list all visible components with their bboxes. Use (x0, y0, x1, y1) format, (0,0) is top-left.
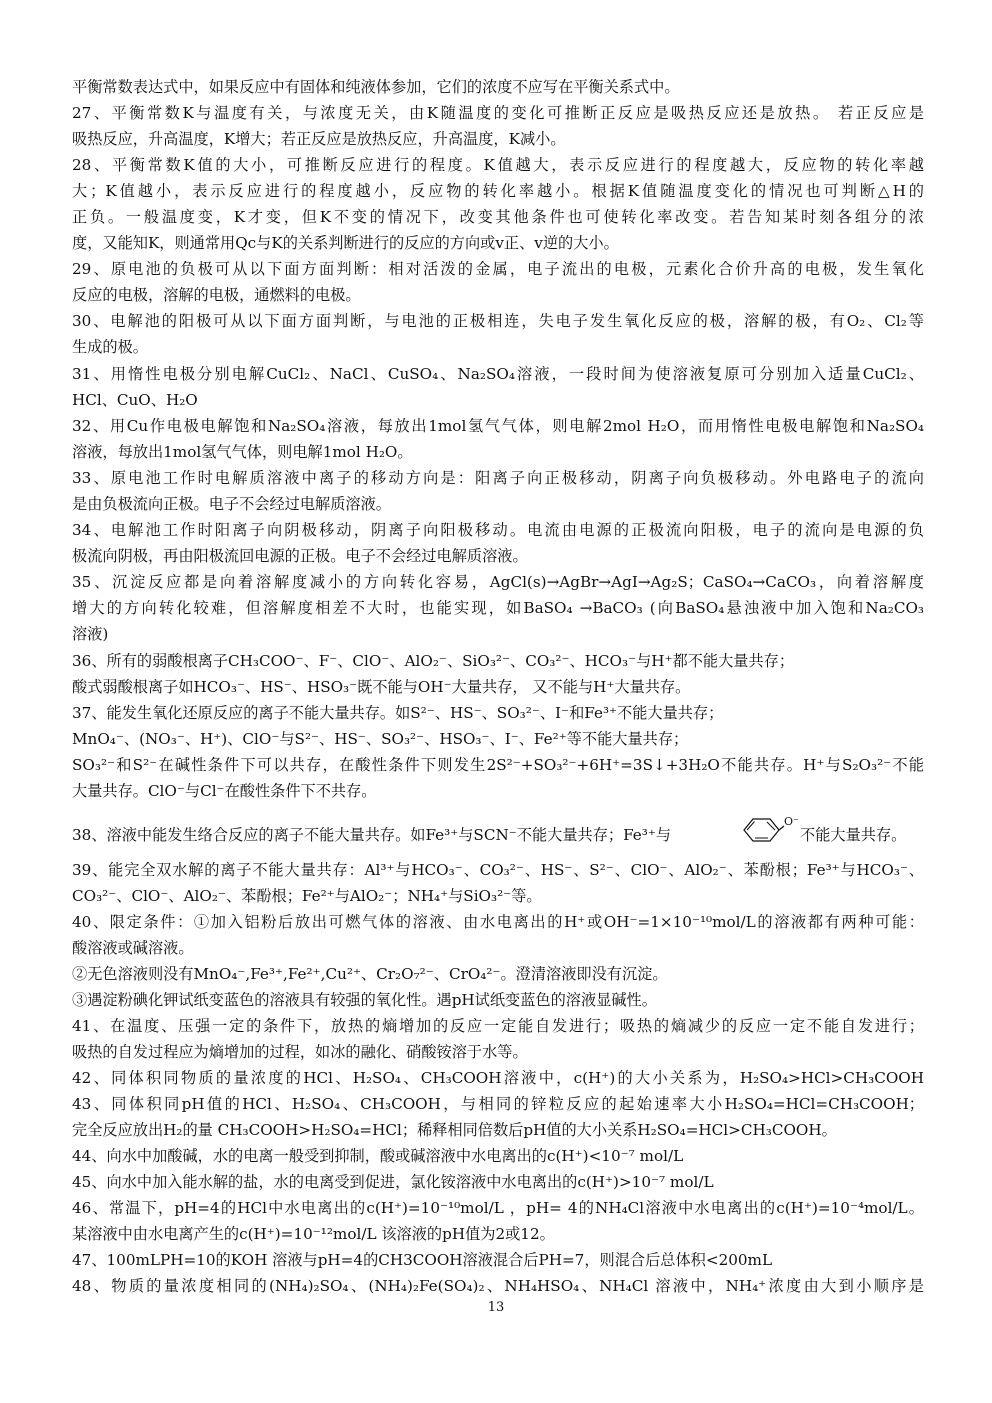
text-line: MnO₄⁻、(NO₃⁻、H⁺)、ClO⁻与S²⁻、HS⁻、SO₃²⁻、HSO₃⁻、I⁻、Fe²⁺等不能大量共存； (72, 730, 689, 748)
text-line: 增大的方向转化较难，但溶解度相差不大时，也能实现，如BaSO₄ →BaCO₃ (向BaSO₄悬浊液中加入饱和Na₂CO₃ (72, 599, 924, 617)
text-line: 酸式弱酸根离子如HCO₃⁻、HS⁻、HSO₃⁻既不能与OH⁻大量共存， 又不能与H⁺大量共存。 (72, 678, 691, 696)
text-line: 43、同体积同pH值的HCl、H₂SO₄、CH₃COOH，与相同的锌粒反应的起始速率大小H₂SO₄=HCl=CH₃COOH； (72, 1095, 924, 1113)
text-line: 吸热反应，升高温度，K增大；若正反应是放热反应，升高温度，K减小。 (72, 130, 566, 148)
text-line: 酸溶液或碱溶液。 (72, 939, 194, 957)
benzene-ring-icon (736, 813, 800, 847)
text-line: 度，又能知K，则通常用Qc与K的关系判断进行的反应的方向或v正、v逆的大小。 (72, 234, 619, 252)
text-line: 大；K值越小，表示反应进行的程度越小，反应物的转化率越小。根据K值随温度变化的情况也可判断△H的 (72, 182, 924, 200)
text-line: 41、在温度、压强一定的条件下，放热的熵增加的反应一定能自发进行；吸热的熵减少的反应一定不能自发进行； (72, 1017, 924, 1035)
text-line: 35、沉淀反应都是向着溶解度减小的方向转化容易，AgCl(s)→AgBr→AgI→Ag₂S；CaSO₄→CaCO₃，向着溶解度 (72, 573, 924, 591)
text-line: 31、用惰性电极分别电解CuCl₂、NaCl、CuSO₄、Na₂SO₄溶液，一段时间为使溶液复原可分别加入适量CuCl₂、 (72, 365, 924, 383)
text-line: 是由负极流向正极。电子不会经过电解质溶液。 (72, 495, 391, 513)
text-line: CO₃²⁻、ClO⁻、AlO₂⁻、苯酚根；Fe²⁺与AlO₂⁻；NH₄⁺与SiO₃²⁻等。 (72, 887, 542, 905)
text-line: 47、100mLPH=10的KOH 溶液与pH=4的CH3COOH溶液混合后PH=7，则混合后总体积<200mL (72, 1251, 773, 1269)
text-line: ②无色溶液则没有MnO₄⁻,Fe³⁺,Fe²⁺,Cu²⁺、Cr₂O₇²⁻、CrO₄²⁻。澄清溶液即没有沉淀。 (72, 965, 668, 983)
text-line: 32、用Cu作电极电解饱和Na₂SO₄溶液，每放出1mol氢气气体，则电解2mol H₂O，而用惰性电极电解饱和Na₂SO₄ (72, 417, 924, 435)
text-line: 44、向水中加酸碱，水的电离一般受到抑制，酸或碱溶液中水电离出的c(H⁺)<10⁻⁷ mol/L (72, 1147, 684, 1165)
text-line: 正负。一般温度变，K才变，但K不变的情况下，改变其他条件也可使转化率改变。若告知某时刻各组分的浓 (72, 208, 924, 226)
text-line: HCl、CuO、H₂O (72, 391, 198, 409)
text-line: 46、常温下，pH=4的HCl中水电离出的c(H⁺)=10⁻¹⁰mol/L ，pH= 4的NH₄Cl溶液中水电离出的c(H⁺)=10⁻⁴mol/L。 (72, 1199, 924, 1217)
text-line: 45、向水中加入能水解的盐，水的电离受到促进，氯化铵溶液中水电离出的c(H⁺)>10⁻⁷ mol/L (72, 1173, 714, 1191)
text-line: 28、平衡常数K值的大小，可推断反应进行的程度。K值越大，表示反应进行的程度越大，反应物的转化率越 (72, 156, 924, 174)
text-line: SO₃²⁻和S²⁻在碱性条件下可以共存，在酸性条件下则发生2S²⁻+SO₃²⁻+6H⁺=3S↓+3H₂O不能共存。H⁺与S₂O₃²⁻不能 (72, 756, 924, 774)
text-line: 大量共存。ClO⁻与Cl⁻在酸性条件下不共存。 (72, 782, 377, 800)
text-line: 生成的极。 (72, 338, 148, 356)
text-line: 42、同体积同物质的量浓度的HCl、H₂SO₄、CH₃COOH溶液中，c(H⁺)的大小关系为，H₂SO₄>HCl>CH₃COOH (72, 1069, 924, 1087)
phenoxide-structure (736, 813, 800, 847)
text-line: 40、限定条件：①加入铝粉后放出可燃气体的溶液、由水电离出的H⁺或OH⁻=1×10⁻¹⁰mol/L的溶液都有两种可能： (72, 913, 924, 931)
text-line: 极流向阴极，再由阳极流回电源的正极。电子不会经过电解质溶液。 (72, 547, 528, 565)
text-line: 39、能完全双水解的离子不能大量共存：Al³⁺与HCO₃⁻、CO₃²⁻、HS⁻、S²⁻、ClO⁻、AlO₂⁻、苯酚根；Fe³⁺与HCO₃⁻、 (72, 861, 924, 879)
text-line: 溶液，每放出1mol氢气气体，则电解1mol H₂O。 (72, 443, 413, 461)
text-line: 36、所有的弱酸根离子CH₃COO⁻、F⁻、ClO⁻、AlO₂⁻、SiO₃²⁻、CO₃²⁻、HCO₃⁻与H⁺都不能大量共存； (72, 652, 795, 670)
text-line: 某溶液中由水电离产生的c(H⁺)=10⁻¹²mol/L 该溶液的pH值为2或12。 (72, 1225, 555, 1243)
text-line: 吸热的自发过程应为熵增加的过程，如冰的融化、硝酸铵溶于水等。 (72, 1043, 528, 1061)
text-line: 38、溶液中能发生络合反应的离子不能大量共存。如Fe³⁺与SCN⁻不能大量共存；Fe³⁺与 (72, 826, 672, 844)
text-line: 不能大量共存。 (800, 826, 907, 844)
text-line: 30、电解池的阳极可从以下面方面判断，与电池的正极相连，失电子发生氧化反应的极，溶解的极，有O₂、Cl₂等 (72, 312, 924, 330)
oxide-label: O⁻ (784, 815, 799, 828)
text-line: 37、能发生氧化还原反应的离子不能大量共存。如S²⁻、HS⁻、SO₃²⁻、I⁻和Fe³⁺不能大量共存； (72, 704, 724, 722)
text-line: 反应的电极，溶解的电极，通燃料的电极。 (72, 286, 361, 304)
text-line: 48、物质的量浓度相同的(NH₄)₂SO₄、(NH₄)₂Fe(SO₄)₂、NH₄HSO₄、NH₄Cl 溶液中，NH₄⁺浓度由大到小顺序是 (72, 1277, 924, 1295)
text-line: 平衡常数表达式中，如果反应中有固体和纯液体参加，它们的浓度不应写在平衡关系式中。 (72, 78, 680, 96)
text-line: 34、电解池工作时阳离子向阴极移动，阴离子向阳极移动。电流由电源的正极流向阳极，电子的流向是电源的负 (72, 521, 924, 539)
text-line: 完全反应放出H₂的量 CH₃COOH>H₂SO₄=HCl；稀释相同倍数后pH值的大小关系H₂SO₄=HCl>CH₃COOH。 (72, 1121, 837, 1139)
text-line: 溶液) (72, 625, 109, 643)
text-line: 33、原电池工作时电解质溶液中离子的移动方向是：阳离子向正极移动，阴离子向负极移动。外电路电子的流向 (72, 469, 924, 487)
page-number: 13 (487, 1300, 505, 1315)
text-line: 29、原电池的负极可从以下面方面判断：相对活泼的金属，电子流出的电极，元素化合价升高的电极，发生氧化 (72, 260, 924, 278)
text-line: ③遇淀粉碘化钾试纸变蓝色的溶液具有较强的氧化性。遇pH试纸变蓝色的溶液显碱性。 (72, 991, 657, 1009)
text-line: 27、平衡常数K与温度有关，与浓度无关，由K随温度的变化可推断正反应是吸热反应还是放热。 若正反应是 (72, 104, 924, 122)
